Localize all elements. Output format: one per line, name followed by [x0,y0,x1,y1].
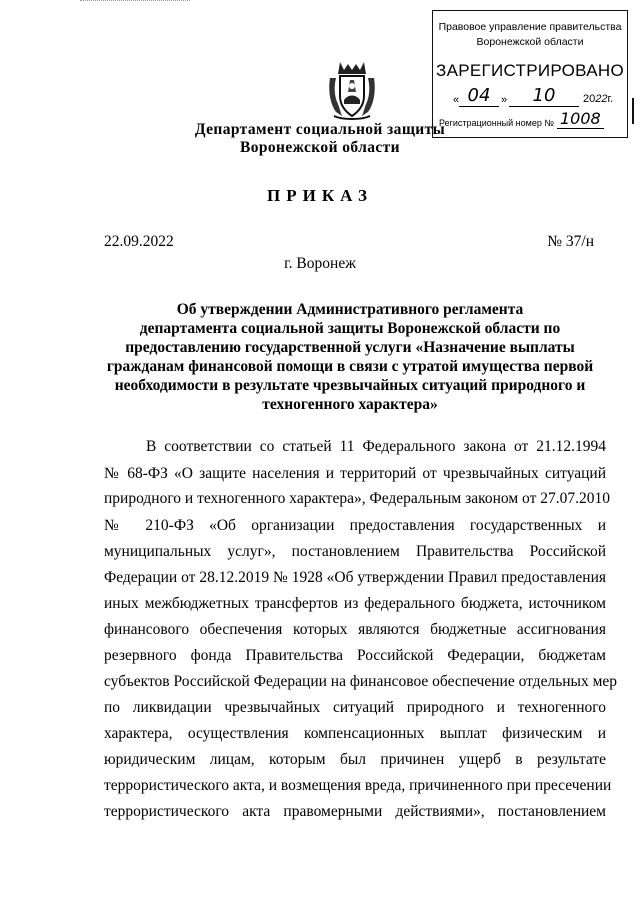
title-line: необходимости в результате чрезвычайных ситуаций природного и [114,377,586,394]
title-line: Об утверждении Административного регламента [176,301,524,318]
body-line: иных межбюджетных трансфертов из федерального бюджета, источником [104,595,606,612]
body-line: Федерации от 28.12.2019 № 1928 «Об утверждении Правил предоставления [104,569,606,586]
stamp-reg-number-label: Регистрационный номер № [439,118,555,128]
order-city: г. Воронеж [284,255,356,272]
body-line: № 210-ФЗ «Об организации предоставления государственных и [104,517,606,534]
stamp-quote-open: « [453,94,460,106]
stamp-registered-label: ЗАРЕГИСТРИРОВАНО [436,61,624,80]
stamp-quote-close: » [501,94,508,106]
body-line: муниципальных услуг», постановлением Правительства Российской [104,543,606,560]
stamp-org-line2: Воронежской области [476,36,584,48]
stamp-year-prefix: 20 [583,93,596,105]
body-line: № 68-ФЗ «О защите населения и территорий от чрезвычайных ситуаций [104,465,606,482]
order-date: 22.09.2022 [104,233,174,250]
stamp-org-line1: Правовое управление правительства [438,21,622,33]
body-line: финансового обеспечения которых являются бюджетные ассигнования [104,621,606,638]
document-type: ПРИКАЗ [267,186,373,205]
stamp-year [583,93,613,105]
body-line: юридическим лицам, которым был причинен ущерб в результате [104,751,606,768]
stamp-day: 04 [459,85,499,107]
body-line: природного и техногенного характера», Федеральным законом от 27.07.2010 [104,490,610,507]
title-line: предоставлению государственной услуги «Назначение выплаты [125,339,575,356]
coat-of-arms-icon [326,60,378,122]
body-line: характера, осуществления компенсационных выплат физическим и [104,725,606,742]
title-line: департамента социальной защиты Воронежской области по [139,320,561,337]
scan-artifact-line [80,0,190,3]
stamp-date [433,85,627,110]
stamp-year-hand: 22 [595,93,608,105]
body-line: В соответствии со статьей 11 Федерального закона от 21.12.1994 [146,438,606,455]
title-line: техногенного характера» [262,396,438,413]
department-name-line2: Воронежской области [240,139,400,156]
body-line: субъектов Российской Федерации на финансовое обеспечение отдельных мер [104,673,618,690]
body-line: по ликвидации чрезвычайных ситуаций природного и техногенного [104,699,606,716]
stamp-reg-number: 1008 [557,109,604,129]
stamp-year-suffix: г. [607,93,614,105]
body-line: резервного фонда Правительства Российской Федерации, бюджетам [104,647,606,664]
body-line: террористического акта, и возмещения вреда, причиненного при пресечении [104,777,612,794]
title-line: гражданам финансовой помощи в связи с утратой имущества первой [106,358,594,375]
order-number: № 37/н [547,233,594,250]
stamp-month: 10 [509,85,579,107]
body-line: террористического акта правомерными действиями», постановлением [104,803,606,820]
department-name-line1: Департамент социальной защиты [194,121,446,138]
registration-stamp [432,10,628,138]
